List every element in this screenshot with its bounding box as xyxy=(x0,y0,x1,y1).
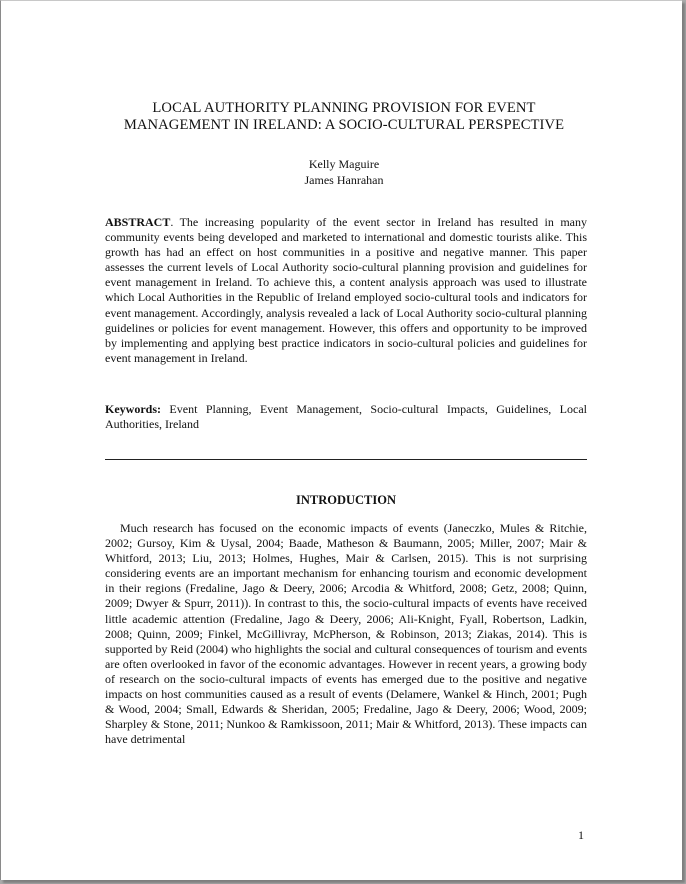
page-number: 1 xyxy=(578,828,584,842)
title-line-1: LOCAL AUTHORITY PLANNING PROVISION FOR EVENT xyxy=(152,100,536,116)
author-name: James Hanrahan xyxy=(304,173,384,187)
keywords-label: Keywords: xyxy=(105,402,161,416)
keywords-text: Event Planning, Event Management, Socio-cultural Impacts, Guidelines, Local Authorities, Ireland xyxy=(105,402,587,432)
title-line-2: MANAGEMENT IN IRELAND: A SOCIO-CULTURAL PERSPECTIVE xyxy=(123,117,565,133)
keywords-paragraph xyxy=(105,402,587,432)
section-heading: INTRODUCTION xyxy=(295,493,396,507)
author-list xyxy=(101,156,587,188)
intro-paragraph: Much research has focused on the economic impacts of events (Janeczko, Mules & Ritchie, 2002; Gursoy, Kim & Uysal, 2004; Baade, Matheson & Baumann, 2005; Miller, 2007; Mair & Whitford, 2013; Liu, 2013; Holmes, Hughes, Mair & Carlsen, 2015). This is not surprising considering events are an important mechanism for enhancing tourism and economic development in their regions (Fredaline, Jago & Deery, 2006; Arcodia & Whitford, 2008; Getz, 2008; Quinn, 2009; Dwyer & Spurr, 2011)). In contrast to this, the socio-cultural impacts of events have received little academic attention (Fredaline, Jago & Deery, 2006; Ali-Knight, Fyall, Robertson, Ladkin, 2008; Quinn, 2009; Finkel, McGillivray, McPherson, & Robinson, 2013; Ziakas, 2014). This is supported by Reid (2004) who highlights the social and cultural consequences of tourism and events are often overlooked in favor of the economic advantages. However in recent years, a growing body of research on the socio-cultural impacts of events has emerged due to the positive and negative impacts on host communities caused as a result of events (Delamere, Wankel & Hinch, 2001; Pugh & Wood, 2004; Small, Edwards & Sheridan, 2005; Fredaline, Jago & Deery, 2006; Wood, 2009; Sharpley & Stone, 2011; Nunkoo & Ramkissoon, 2011; Mair & Whitford, 2013). These impacts can have detrimental xyxy=(105,521,587,747)
section-divider xyxy=(105,459,587,460)
author-name: Kelly Maguire xyxy=(308,157,380,171)
abstract-text: . The increasing popularity of the event sector in Ireland has resulted in many community events being developed and marketed to international and domestic tourists alike. This growth has had an effect on host communities in a positive and negative manner. This paper assesses the current levels of Local Authority socio-cultural planning provision and guidelines for event management in Ireland. To achieve this, a content analysis approach was used to illustrate which Local Authorities in the Republic of Ireland employed socio-cultural tools and indicators for event management. Accordingly, analysis revealed a lack of Local Authority socio-cultural planning guidelines or policies for event management. However, this offers and opportunity to be improved by implementing and applying best practice indicators in socio-cultural policies and guidelines for event management in Ireland. xyxy=(105,215,587,365)
abstract-paragraph xyxy=(105,215,587,366)
abstract-label: ABSTRACT xyxy=(105,215,171,229)
paper-title xyxy=(101,100,587,134)
